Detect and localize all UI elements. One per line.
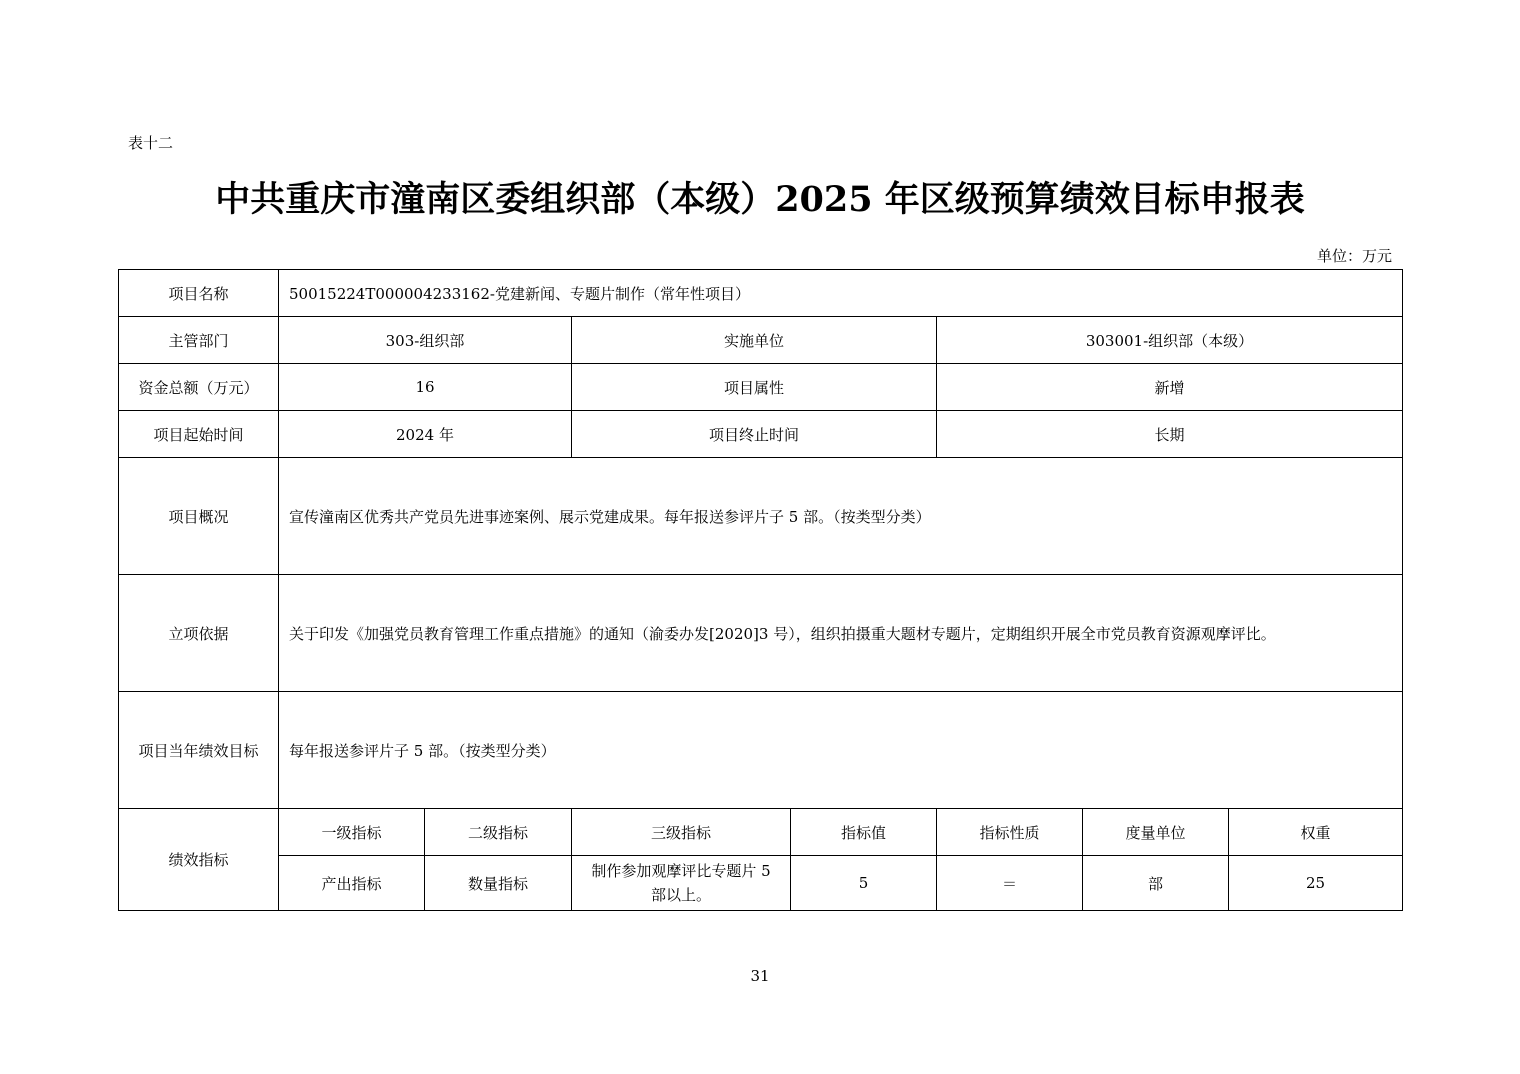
header-level2: 二级指标 (425, 809, 572, 856)
unit-label: 单位：万元 (1316, 247, 1392, 265)
start-time-value: 2024 年 (279, 411, 572, 458)
goal-label: 项目当年绩效目标 (119, 692, 279, 809)
project-attr-label: 项目属性 (572, 364, 937, 411)
impl-unit-label: 实施单位 (572, 317, 937, 364)
header-nature: 指标性质 (937, 809, 1083, 856)
indicators-label: 绩效指标 (119, 809, 279, 911)
row-basis (119, 575, 1403, 692)
funds-value: 16 (279, 364, 572, 411)
dept-value: 303-组织部 (279, 317, 572, 364)
row-department (119, 317, 1403, 364)
header-value: 指标值 (791, 809, 937, 856)
project-attr-value: 新增 (937, 364, 1403, 411)
basis-value: 关于印发《加强党员教育管理工作重点措施》的通知（渝委办发[2020]3 号），组织拍摄重大题材专题片，定期组织开展全市党员教育资源观摩评比。 (279, 575, 1403, 692)
indicator-level2: 数量指标 (425, 856, 572, 911)
row-funds (119, 364, 1403, 411)
page-number: 31 (750, 967, 770, 985)
table-label: 表十二 (128, 134, 174, 152)
funds-label: 资金总额（万元） (119, 364, 279, 411)
indicator-row (119, 856, 1403, 911)
header-level3: 三级指标 (572, 809, 791, 856)
impl-unit-value: 303001-组织部（本级） (937, 317, 1403, 364)
row-time (119, 411, 1403, 458)
end-time-value: 长期 (937, 411, 1403, 458)
goal-value: 每年报送参评片子 5 部。（按类型分类） (279, 692, 1403, 809)
header-level1: 一级指标 (279, 809, 425, 856)
indicator-header-row (119, 809, 1403, 856)
indicator-level1: 产出指标 (279, 856, 425, 911)
indicator-level3: 制作参加观摩评比专题片 5 部以上。 (572, 856, 791, 911)
project-name-label: 项目名称 (119, 270, 279, 317)
dept-label: 主管部门 (119, 317, 279, 364)
indicator-value: 5 (791, 856, 937, 911)
end-time-label: 项目终止时间 (572, 411, 937, 458)
page-title: 中共重庆市潼南区委组织部（本级）2025 年区级预算绩效目标申报表 (215, 179, 1305, 220)
indicator-weight: 25 (1229, 856, 1403, 911)
row-goal (119, 692, 1403, 809)
row-project-name (119, 270, 1403, 317)
overview-label: 项目概况 (119, 458, 279, 575)
indicator-unit: 部 (1083, 856, 1229, 911)
start-time-label: 项目起始时间 (119, 411, 279, 458)
performance-target-table (118, 269, 1403, 911)
basis-label: 立项依据 (119, 575, 279, 692)
project-name-value: 50015224T000004233162-党建新闻、专题片制作（常年性项目） (279, 270, 1403, 317)
indicator-nature: ＝ (937, 856, 1083, 911)
overview-value: 宣传潼南区优秀共产党员先进事迹案例、展示党建成果。每年报送参评片子 5 部。（按类型分类） (279, 458, 1403, 575)
header-weight: 权重 (1229, 809, 1403, 856)
row-overview (119, 458, 1403, 575)
header-unit: 度量单位 (1083, 809, 1229, 856)
